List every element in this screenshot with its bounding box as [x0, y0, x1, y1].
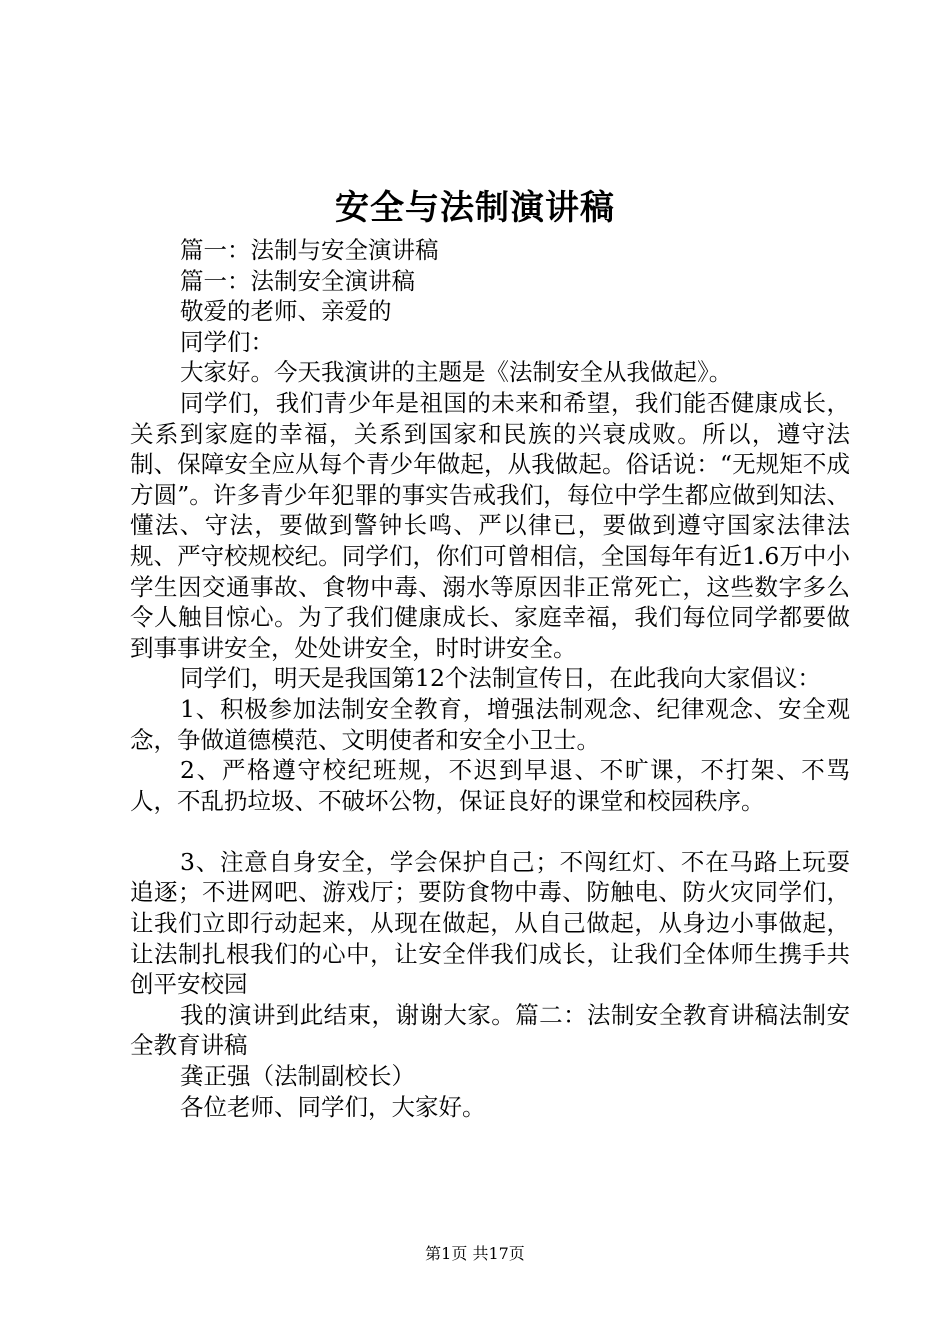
paragraph-greeting: 大家好。今天我演讲的主题是《法制安全从我做起》。 [180, 358, 733, 387]
paragraph-proposal-2: 2、严格遵守校纪班规，不迟到早退、不旷课，不打架、不骂人，不乱扔垃圾、不破坏公物，保证良好的课堂和校园秩序。 [130, 756, 850, 815]
document-body [130, 235, 850, 1122]
paragraph-greeting-2: 各位老师、同学们，大家好。 [180, 1092, 486, 1121]
paragraph-proposal-3: 3、注意自身安全，学会保护自己；不闯红灯、不在马路上玩耍追逐；不进网吧、游戏厅；要防食物中毒、防触电、防火灾同学们，让我们立即行动起来，从现在做起，从自己做起，从身边小事做起，让法制扎根我们的心中，让安全伴我们成长，让我们全体师生携手共创平安校园 [130, 847, 850, 999]
paragraph-section-heading-2: 篇一：法制安全演讲稿 [180, 266, 415, 295]
paragraph-closing: 我的演讲到此结束，谢谢大家。篇二：法制安全教育讲稿法制安全教育讲稿 [130, 1000, 850, 1060]
paragraph-proposal-1: 1、积极参加法制安全教育，增强法制观念、纪律观念、安全观念，争做道德模范、文明使者和安全小卫士。 [130, 694, 850, 754]
blank-line [130, 816, 850, 847]
paragraph-salutation-cont: 同学们： [180, 327, 274, 356]
paragraph-salutation: 敬爱的老师、亲爱的 [180, 297, 392, 326]
page-number-footer: 第1页 共17页 [425, 1244, 525, 1263]
paragraph-proposal-intro: 同学们，明天是我国第12个法制宣传日，在此我向大家倡议： [180, 664, 821, 693]
paragraph-section-heading-1: 篇一：法制与安全演讲稿 [180, 236, 439, 264]
paragraph-speaker: 龚正强（法制副校长） [180, 1062, 415, 1091]
paragraph-main: 同学们，我们青少年是祖国的未来和希望，我们能否健康成长，关系到家庭的幸福，关系到国家和民族的兴衰成败。所以，遵守法制、保障安全应从每个青少年做起，从我做起。俗话说：“无规矩不成方圆”。许多青少年犯罪的事实告戒我们，每位中学生都应做到知法、懂法、守法，要做到警钟长鸣、严以律已，要做到遵守国家法律法规、严守校规校纪。同学们，你们可曾相信，全国每年有近1.6万中小学生因交通事故、食物中毒、溺水等原因非正常死亡，这些数字多么令人触目惊心。为了我们健康成长、家庭幸福，我们每位同学都要做到事事讲安全，处处讲安全，时时讲安全。 [130, 388, 850, 662]
document-title: 安全与法制演讲稿 [335, 188, 615, 228]
